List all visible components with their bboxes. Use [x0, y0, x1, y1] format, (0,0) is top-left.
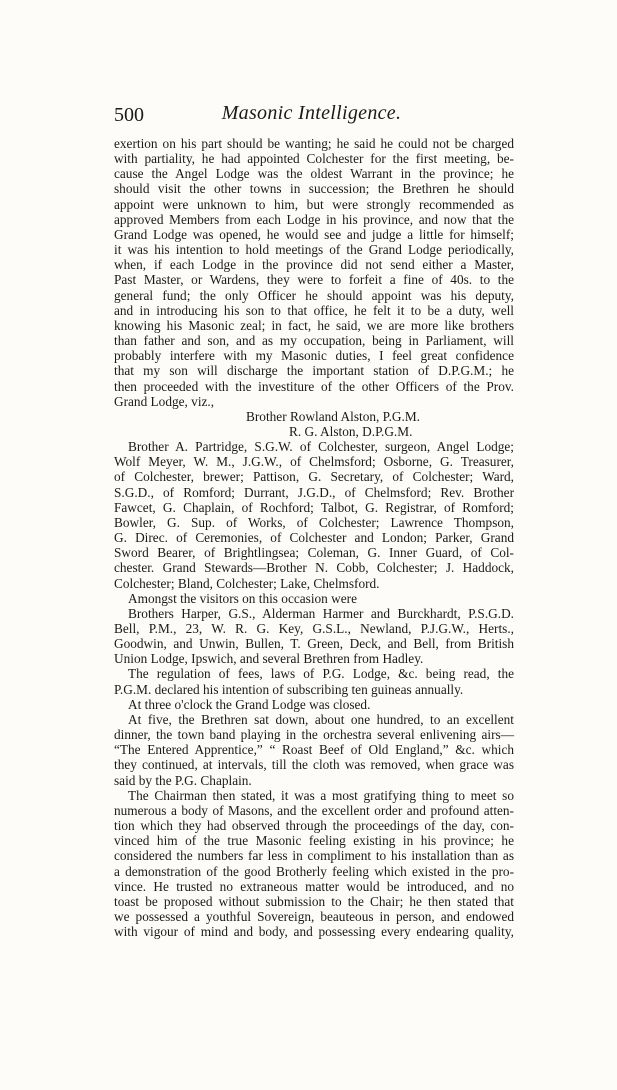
text-line: numerous a body of Masons, and the excellent order and profound atten-: [114, 802, 514, 818]
text-line: Past Master, or Wardens, they were to forfeit a fine of 40s. to the: [114, 272, 514, 288]
page-number: 500: [114, 104, 144, 126]
officer-line: R. G. Alston, D.P.G.M.: [289, 423, 413, 439]
text-line: Grand Lodge was opened, he would see and judge a little for himself;: [114, 226, 514, 242]
text-line: than father and son, and as my occupation, being in Parliament, will: [114, 333, 514, 349]
text-line: tion which they had observed through the proceedings of the day, con-: [114, 818, 514, 834]
text-line: G. Direc. of Ceremonies, of Colchester and London; Parker, Grand: [114, 530, 514, 546]
text-line: then proceeded with the investiture of the other Officers of the Prov.: [114, 378, 514, 394]
text-line: when, if each Lodge in the province did not send either a Master,: [114, 257, 514, 273]
text-line: knowing his Masonic zeal; in fact, he said, we are more like brothers: [114, 317, 514, 333]
text-line: At three o'clock the Grand Lodge was closed.: [128, 696, 371, 712]
text-line: general fund; the only Officer he should appoint was his deputy,: [114, 287, 514, 303]
text-line: should visit the other towns in succession; the Brethren he should: [114, 181, 514, 197]
text-line: Brother A. Partridge, S.G.W. of Colchester, surgeon, Angel Lodge;: [128, 439, 514, 455]
text-line: cause the Angel Lodge was the oldest Warrant in the province; he: [114, 166, 514, 182]
text-line: Goodwin, and Unwin, Bullen, T. Green, Deck, and Bell, from British: [114, 636, 514, 652]
text-line: Bowler, G. Sup. of Works, of Colchester; Lawrence Thompson,: [114, 514, 514, 530]
text-line: P.G.M. declared his intention of subscribing ten guineas annually.: [114, 681, 464, 697]
text-line: At five, the Brethren sat down, about one hundred, to an excellent: [128, 711, 514, 727]
running-title: Masonic Intelligence.: [221, 102, 402, 124]
text-line: with partiality, he had appointed Colchester for the first meeting, be-: [114, 151, 514, 167]
text-line: chester. Grand Stewards—Brother N. Cobb, Colchester; J. Haddock,: [114, 560, 514, 576]
text-line: The Chairman then stated, it was a most gratifying thing to meet so: [128, 787, 514, 803]
text-line: dinner, the town band playing in the orchestra several enlivening airs—: [114, 727, 514, 743]
text-line: Brothers Harper, G.S., Alderman Harmer and Burckhardt, P.S.G.D.: [128, 605, 514, 621]
text-line: probably interfere with my Masonic duties, I feel great confidence: [114, 348, 514, 364]
page-header: [114, 102, 509, 130]
text-line: that my son will discharge the important station of D.P.G.M.; he: [114, 363, 514, 379]
text-line: Bell, P.M., 23, W. R. G. Key, G.S.L., Newland, P.J.G.W., Herts.,: [114, 621, 514, 636]
text-line: toast be proposed without submission to the Chair; he then stated that: [114, 893, 514, 909]
text-line: approved Members from each Lodge in his province, and now that the: [114, 211, 514, 227]
text-line: we possessed a youthful Sovereign, beauteous in person, and endowed: [114, 908, 514, 924]
text-line: Sword Bearer, of Brightlingsea; Coleman, G. Inner Guard, of Col-: [114, 545, 514, 561]
text-line: “The Entered Apprentice,” “ Roast Beef of Old England,” &c. which: [114, 742, 514, 758]
text-line: Union Lodge, Ipswich, and several Brethren from Hadley.: [114, 651, 424, 667]
body-text: [114, 136, 514, 939]
text-line: Fawcet, G. Chaplain, of Rochford; Talbot, G. Registrar, of Romford;: [114, 499, 514, 515]
text-line: a demonstration of the good Brotherly feeling which existed in the pro-: [114, 863, 514, 879]
officer-line: Brother Rowland Alston, P.G.M.: [246, 408, 420, 424]
text-line: Wolf Meyer, W. M., J.G.W., of Chelmsford; Osborne, G. Treasurer,: [114, 454, 514, 470]
text-line: and in introducing his son to that office, he felt it to be a duty, well: [114, 302, 514, 318]
text-line: Grand Lodge, viz.,: [114, 393, 215, 409]
text-line: it was his intention to hold meetings of the Grand Lodge periodically,: [114, 242, 514, 258]
text-line: The regulation of fees, laws of P.G. Lodge, &c. being read, the: [128, 666, 514, 682]
text-line: exertion on his part should be wanting; he said he could not be charged: [114, 136, 514, 151]
text-line: considered the numbers far less in compliment to his installation than as: [114, 848, 514, 864]
text-line: Colchester; Bland, Colchester; Lake, Chelmsford.: [114, 575, 380, 591]
text-line: they continued, at intervals, till the cloth was removed, when grace was: [114, 757, 514, 773]
text-line: of Colchester, brewer; Pattison, G. Secretary, of Colchester; Ward,: [114, 469, 514, 485]
text-line: vince. He trusted no extraneous matter would be introduced, and no: [114, 878, 514, 894]
text-line: vinced him of the true Masonic feeling existing in his province; he: [114, 833, 514, 849]
text-line: S.G.D., of Romford; Durrant, J.G.D., of Chelmsford; Rev. Brother: [114, 484, 514, 500]
text-line: Amongst the visitors on this occasion were: [128, 590, 357, 606]
text-line: with vigour of mind and body, and possessing every endearing quality,: [114, 924, 514, 940]
text-line: appoint were unknown to him, but were strongly recommended as: [114, 196, 514, 212]
text-line: said by the P.G. Chaplain.: [114, 772, 252, 788]
